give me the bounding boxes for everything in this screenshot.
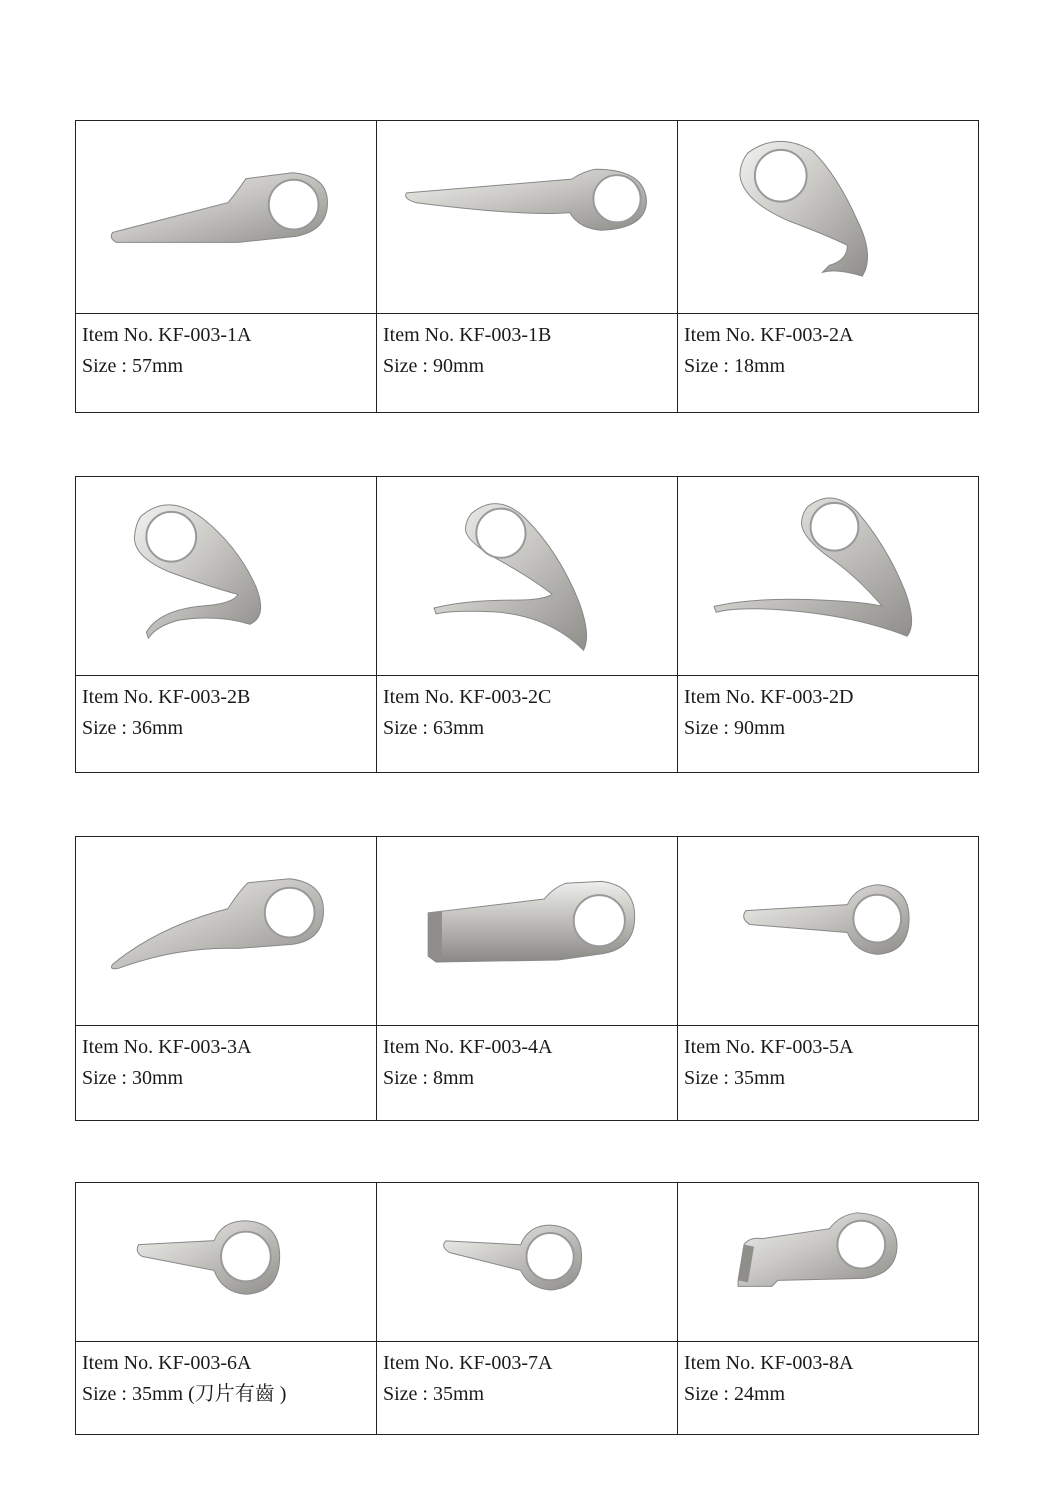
item-size: Size : 36mm	[82, 717, 184, 739]
product-cell	[678, 477, 979, 773]
item-size: Size : 30mm	[82, 1067, 184, 1089]
product-image	[76, 121, 376, 314]
product-image	[377, 121, 677, 314]
curved-blade-icon	[76, 837, 376, 1025]
hook-blade-icon	[678, 121, 978, 313]
long-straight-blade-icon	[377, 121, 677, 313]
short-blade-icon	[678, 837, 978, 1025]
item-size: Size : 8mm	[383, 1067, 475, 1089]
product-image	[678, 477, 978, 676]
product-image	[76, 477, 376, 676]
product-cell	[76, 837, 377, 1121]
product-image	[76, 1183, 376, 1342]
item-number: Item No. KF-003-5A	[684, 1036, 854, 1058]
item-size: Size : 24mm	[684, 1383, 786, 1405]
item-size: Size : 63mm	[383, 717, 485, 739]
item-number: Item No. KF-003-4A	[383, 1036, 553, 1058]
item-number: Item No. KF-003-2B	[82, 686, 251, 708]
chisel-blade-icon	[377, 837, 677, 1025]
product-cell	[377, 1183, 678, 1435]
product-image	[377, 837, 677, 1026]
long-curved-hook-blade-icon	[678, 477, 978, 675]
product-image	[76, 837, 376, 1026]
folded-hook-blade-icon	[678, 1183, 978, 1341]
item-size: Size : 35mm	[684, 1067, 786, 1089]
product-cell	[678, 837, 979, 1121]
item-number: Item No. KF-003-2D	[684, 686, 854, 708]
item-number: Item No. KF-003-8A	[684, 1352, 854, 1374]
product-image	[678, 1183, 978, 1342]
product-image	[678, 837, 978, 1026]
product-cell	[76, 477, 377, 773]
item-number: Item No. KF-003-3A	[82, 1036, 252, 1058]
item-size: Size : 35mm	[383, 1383, 485, 1405]
curved-hook-blade-icon	[377, 477, 677, 675]
product-grid-row-3	[75, 836, 979, 1121]
serrated-short-blade-icon	[76, 1183, 376, 1341]
product-image	[377, 1183, 677, 1342]
item-size: Size : 57mm	[82, 355, 184, 377]
item-number: Item No. KF-003-1B	[383, 324, 552, 346]
item-number: Item No. KF-003-2A	[684, 324, 854, 346]
product-cell	[76, 121, 377, 413]
item-size: Size : 18mm	[684, 355, 786, 377]
item-size: Size : 90mm	[684, 717, 786, 739]
product-image	[377, 477, 677, 676]
item-number: Item No. KF-003-1A	[82, 324, 252, 346]
product-cell	[377, 121, 678, 413]
item-number: Item No. KF-003-6A	[82, 1352, 252, 1374]
product-cell	[678, 121, 979, 413]
straight-blade-icon	[76, 121, 376, 313]
product-cell	[678, 1183, 979, 1435]
item-number: Item No. KF-003-2C	[383, 686, 552, 708]
product-grid-row-1	[75, 120, 979, 413]
product-grid-row-4	[75, 1182, 979, 1435]
short-blade-icon	[377, 1183, 677, 1341]
item-size: Size : 35mm (刀片有齒 )	[82, 1383, 287, 1405]
curved-hook-blade-icon	[76, 477, 376, 675]
product-grid-row-2	[75, 476, 979, 773]
product-cell	[377, 837, 678, 1121]
product-cell	[76, 1183, 377, 1435]
item-number: Item No. KF-003-7A	[383, 1352, 553, 1374]
product-cell	[377, 477, 678, 773]
product-image	[678, 121, 978, 314]
item-size: Size : 90mm	[383, 355, 485, 377]
